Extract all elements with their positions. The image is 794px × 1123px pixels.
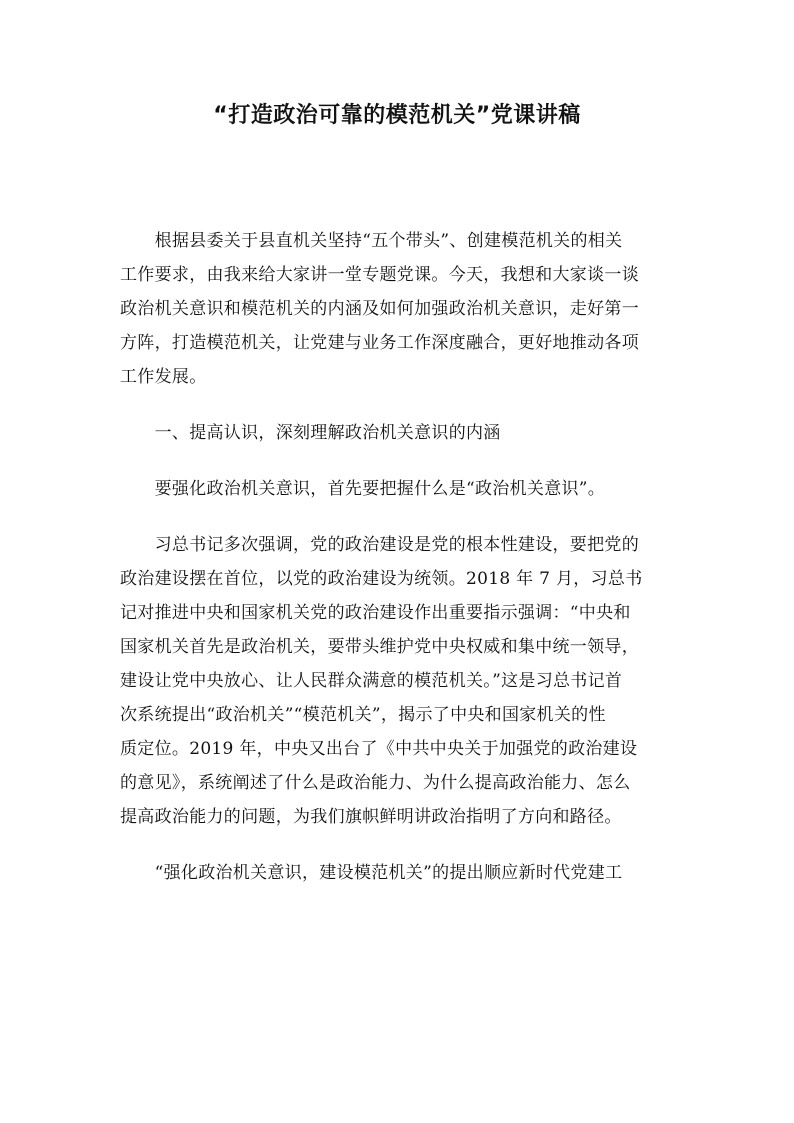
text-line: 习总书记多次强调，党的政治建设是党的根本性建设，要把党的 <box>120 535 639 555</box>
paragraph-gap <box>120 834 676 856</box>
section-heading <box>120 416 676 450</box>
paragraph <box>120 856 676 890</box>
paragraph-gap <box>120 506 676 528</box>
text-line: “强化政治机关意识，建设模范机关”的提出顺应新时代党建工 <box>120 863 623 883</box>
text-line: 提高政治能力的问题，为我们旗帜鲜明讲政治指明了方向和路径。 <box>120 807 622 827</box>
text-line: 要强化政治机关意识，首先要把握什么是“政治机关意识”。 <box>120 479 606 499</box>
text-line: 国家机关首先是政治机关，要带头维护党中央权威和集中统一领导， <box>120 637 639 657</box>
document-title: “打造政治可靠的模范机关”党课讲稿 <box>213 103 581 128</box>
text-line: 的意见》，系统阐述了什么是政治能力、为什么提高政治能力、怎么 <box>120 773 631 793</box>
text-line: 记对推进中央和国家机关党的政治建设作出重要指示强调：“中央和 <box>120 603 631 623</box>
paragraph-gap <box>120 450 676 472</box>
text-line: 次系统提出“政治机关”“模范机关”，揭示了中央和国家机关的性 <box>120 705 606 725</box>
text-line: 工作要求，由我来给大家讲一堂专题党课。今天，我想和大家谈一谈 <box>120 265 639 285</box>
text-line: 质定位。2019 年，中央又出台了《中共中央关于加强党的政治建设 <box>120 739 638 759</box>
text-line: 政治建设摆在首位，以党的政治建设为统领。2018 年 7 月，习总书 <box>120 569 643 589</box>
text-line: 根据县委关于县直机关坚持“五个带头”、创建模范机关的相关 <box>120 231 623 251</box>
text-line: 工作发展。 <box>120 367 207 387</box>
paragraph <box>120 528 676 834</box>
text-line: 建设让党中央放心、让人民群众满意的模范机关。”这是习总书记首 <box>120 671 623 691</box>
document-body <box>120 224 676 890</box>
text-line: 政治机关意识和模范机关的内涵及如何加强政治机关意识，走好第一 <box>120 299 639 319</box>
paragraph-gap <box>120 394 676 416</box>
text-line: 方阵，打造模范机关，让党建与业务工作深度融合，更好地推动各项 <box>120 333 639 353</box>
paragraph-intro <box>120 224 676 394</box>
paragraph <box>120 472 676 506</box>
text-line: 一、提高认识，深刻理解政治机关意识的内涵 <box>120 423 501 443</box>
